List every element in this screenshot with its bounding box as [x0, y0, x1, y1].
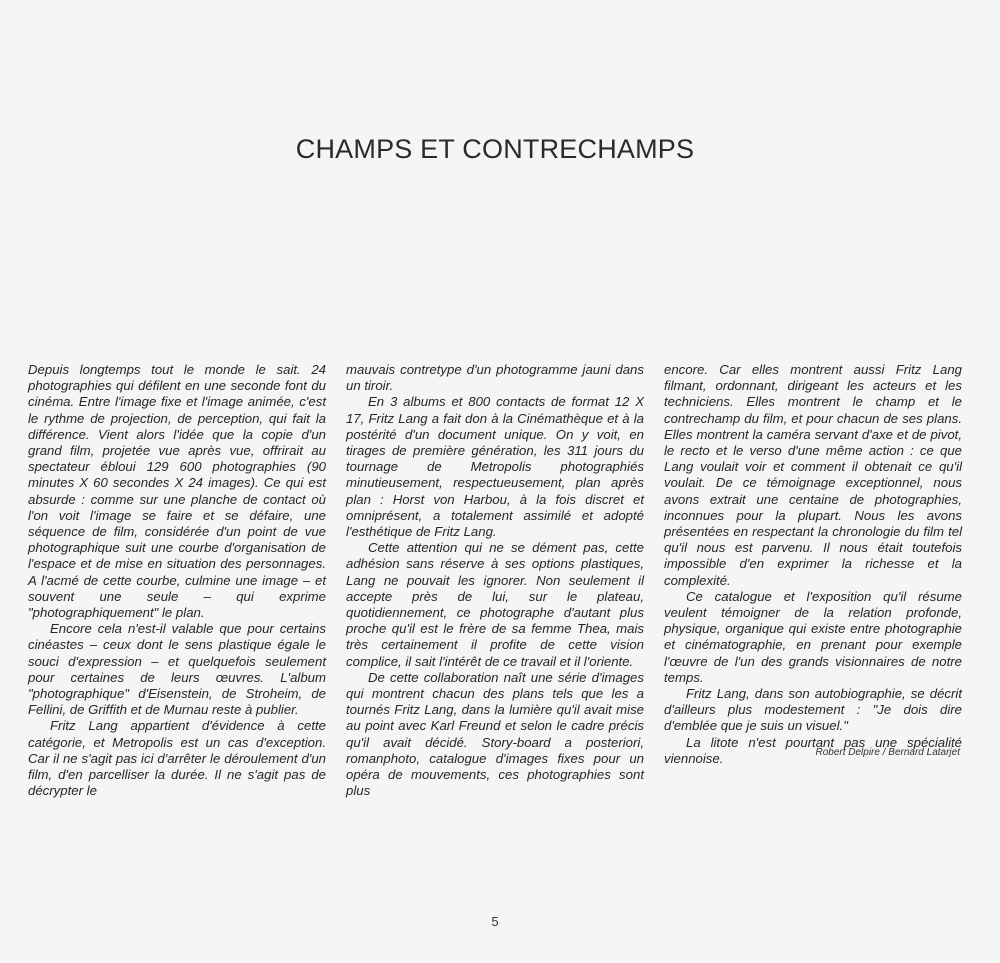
- paragraph: Ce catalogue et l'exposition qu'il résume veulent témoigner de la relation profonde, physique, organique qui existe entre photographie et cinématographie, en prenant pour exemple l'œuvre de l'un des grands visionnaires de notre temps.: [664, 588, 962, 685]
- page-number: 5: [491, 914, 499, 929]
- page-title: CHAMPS ET CONTRECHAMPS: [295, 134, 695, 164]
- author-signature: Robert Delpire / Bernard Latarjet: [815, 747, 960, 758]
- text-column-1: [28, 362, 326, 799]
- paragraph: mauvais contretype d'un photogramme jauni dans un tiroir.: [346, 362, 644, 394]
- paragraph: Encore cela n'est-il valable que pour certains cinéastes – ceux dont le sens plastique égale le souci d'expression – et quelquefois seulement pour certaines de leurs œuvres. L'album "photographique" d'Eisenstein, de Stroheim, de Fellini, de Griffith et de Murnau reste à publier.: [28, 621, 326, 718]
- paragraph: En 3 albums et 800 contacts de format 12 X 17, Fritz Lang a fait don à la Cinémathèque et à la postérité d'un document unique. On y voit, en tirages de première génération, les 311 jours du tournage de Metropolis photographiés minutieusement, respectueusement, plan après plan : Horst von Harbou, à la fois discret et omniprésent, a totalement assimilé et adopté l'esthétique de Fritz Lang.: [346, 394, 644, 540]
- paragraph: Cette attention qui ne se dément pas, cette adhésion sans réserve à ses options plastiques, Lang ne pouvait les ignorer. Non seulement il accepte près de lui, sur le plateau, quotidiennement, ce photographe d'autant plus proche qu'il est le frère de sa femme Thea, mais très certainement il profite de cette vision complice, il sait l'intérêt de ce travail et il l'oriente.: [346, 540, 644, 669]
- paragraph: Fritz Lang appartient d'évidence à cette catégorie, et Metropolis est un cas d'exception. Car il ne s'agit pas ici d'arrêter le déroulement d'un film, d'en parcelliser la durée. Il ne s'agit pas de décrypter le: [28, 718, 326, 799]
- paragraph: De cette collaboration naît une série d'images qui montrent chacun des plans tels que les a tournés Fritz Lang, dans la lumière qu'il avait mise au point avec Karl Freund et selon le cadre précis qu'il avait décidé. Story-board a posteriori, romanphoto, catalogue d'images fixes pour un opéra de mouvements, ces photographies sont plus: [346, 669, 644, 799]
- paragraph: encore. Car elles montrent aussi Fritz Lang filmant, ordonnant, dirigeant les acteurs et les techniciens. Elles montrent le champ et le contrechamp du film, et pour chacun de ses plans. Elles montrent la caméra servant d'axe et de pivot, le recto et le verso d'une même action : ce que Lang voulait voir et comment il obtenait ce qu'il voulait. De ce témoignage exceptionnel, nous avons extrait une centaine de photographies, inconnues pour la plupart. Nous les avons présentées en respectant la chronologie du film tel qu'il nous est parvenu. Il nous était toutefois impossible d'en exprimer la richesse et la complexité.: [664, 362, 962, 588]
- paragraph: Depuis longtemps tout le monde le sait. 24 photographies qui défilent en une seconde font du cinéma. Entre l'image fixe et l'image animée, c'est le rythme de projection, de perception, qui fait la différence. Vient alors l'idée que la copie d'un grand film, projetée vue après vue, offrirait au spectateur ébloui 129 600 photographies (90 minutes X 60 secondes X 24 images). Ce qui est absurde : comme sur une planche de contact où l'on voit l'image se faire et se défaire, une séquence de film, considérée d'un point de vue photographique suit une courbe d'organisation de l'espace et de mise en situation des personnages. A l'acmé de cette courbe, culmine une image – et souvent une seule – qui exprime "photographiquement" le plan.: [28, 362, 326, 621]
- text-column-3: [664, 362, 962, 767]
- paragraph: La litote n'est pourtant pas une spécialité viennoise.: [664, 734, 962, 766]
- text-column-2: [346, 362, 644, 799]
- paragraph: Fritz Lang, dans son autobiographie, se décrit d'ailleurs plus modestement : "Je dois dire d'emblée que je suis un visuel.": [664, 686, 962, 734]
